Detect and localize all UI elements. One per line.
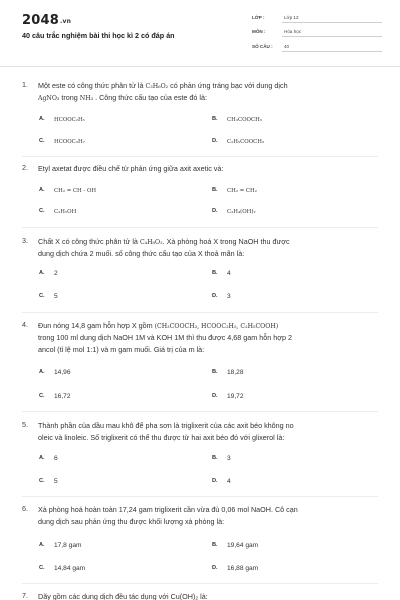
question-number: 2.	[22, 163, 28, 172]
question-number: 5.	[22, 420, 28, 429]
question-text-part: . Xà phòng hoá X trong NaOH thu được	[162, 237, 290, 246]
option-text: 14,84 gam	[54, 565, 86, 572]
option-letter: D.	[212, 138, 218, 144]
option-letter: A.	[39, 369, 45, 375]
question-divider	[22, 583, 378, 584]
formula: C₃H₆O₂	[145, 83, 169, 90]
option-letter: C.	[39, 138, 45, 144]
option-letter: A.	[39, 270, 45, 276]
logo-main-text: 2048	[22, 13, 59, 28]
question-text: ancol (tỉ lệ mol 1:1) và m gam muối. Giá trị của m là:	[38, 345, 205, 354]
formula: AgNO₃	[38, 95, 60, 102]
meta-underline	[282, 51, 382, 52]
question-text: Thành phần của dầu mau khô để pha sơn là triglixerit của các axit béo không no	[38, 421, 294, 430]
meta-subject-value: Hóa học	[284, 29, 302, 34]
question-text-part: trong	[61, 93, 78, 102]
option-letter: B.	[212, 542, 218, 548]
option-text: CH₂ = CH - OH	[54, 188, 97, 194]
document-title: 40 câu trắc nghiệm bài thi học kì 2 có đáp án	[22, 31, 175, 40]
logo-suffix: .vn	[59, 18, 72, 25]
question-text: oleic và linoleic. Số triglixerit có thể thu được từ hai axit béo đó với glixerol là:	[38, 433, 285, 442]
meta-count-value: 40	[284, 44, 290, 49]
option-letter: D.	[212, 393, 218, 399]
question-divider	[22, 156, 378, 157]
question-number: 4.	[22, 320, 28, 329]
formula: NH₃	[79, 95, 94, 102]
option-letter: C.	[39, 565, 45, 571]
question-text: Etyl axetat được điều chế từ phản ứng giữa axit axetic và:	[38, 164, 224, 173]
question-text-part: Chất X có công thức phân tử là	[38, 237, 138, 246]
option-text: C₂H₅OH	[54, 209, 77, 215]
option-text: 3	[227, 455, 231, 462]
option-text: 4	[227, 478, 231, 485]
question-number: 1.	[22, 80, 28, 89]
option-text: 3	[227, 293, 231, 300]
question-text: dung dịch sau phản ứng thu được khối lượng xà phòng là:	[38, 517, 225, 526]
option-letter: D.	[212, 208, 218, 214]
meta-class-key: LỚP :	[252, 15, 265, 20]
option-letter: D.	[212, 565, 218, 571]
question-divider	[22, 227, 378, 228]
option-text: 6	[54, 455, 58, 462]
option-letter: B.	[212, 455, 218, 461]
option-text: CH₂ = CH₂	[227, 188, 257, 194]
question-divider	[22, 312, 378, 313]
option-text: 16,88 gam	[227, 565, 259, 572]
option-text: 5	[54, 478, 58, 485]
meta-underline	[282, 36, 382, 37]
option-letter: C.	[39, 208, 45, 214]
question-divider	[22, 411, 378, 412]
option-letter: B.	[212, 116, 218, 122]
formula: (CH₃COOCH₃, HCOOC₂H₅, C₂H₅COOH)	[154, 323, 279, 330]
option-text: 19,64 gam	[227, 542, 259, 549]
question-text: dung dịch chứa 2 muối. số công thức cấu tạo của X thoả mãn là:	[38, 249, 245, 258]
meta-class-value: Lớp 12	[284, 15, 299, 20]
header-divider	[0, 66, 400, 67]
option-letter: A.	[39, 187, 45, 193]
option-letter: A.	[39, 116, 45, 122]
option-letter: D.	[212, 293, 218, 299]
site-logo[interactable]	[22, 13, 71, 28]
question-text	[38, 92, 374, 104]
question-number: 3.	[22, 236, 28, 245]
option-letter: B.	[212, 187, 218, 193]
question-text: Dãy gồm các dung dịch đều tác dụng với Cu(OH)₂ là:	[38, 592, 208, 600]
question-text-part: . Công thức cấu tạo của este đó là:	[95, 93, 207, 102]
meta-subject-key: MÔN :	[252, 29, 266, 34]
option-letter: A.	[39, 455, 45, 461]
option-letter: D.	[212, 478, 218, 484]
question-text: Xà phòng hoá hoàn toàn 17,24 gam triglixerit cần vừa đủ 0,06 mol NaOH. Cô cạn	[38, 505, 298, 514]
option-text: HCOOC₂H₅	[54, 117, 85, 123]
question-text: trong 100 ml dung dịch NaOH 1M và KOH 1M thì thu được 4,68 gam hỗn hợp 2	[38, 333, 292, 342]
document-header	[0, 0, 400, 66]
question-text-part: Đun nóng 14,8 gam hỗn hợp X gồm	[38, 321, 153, 330]
option-text: 19,72	[227, 393, 244, 400]
meta-underline	[282, 22, 382, 23]
question-text-part: Một este có công thức phân tử là	[38, 81, 144, 90]
option-text: 14,96	[54, 369, 71, 376]
option-text: 4	[227, 270, 231, 277]
option-text: CH₃COOCH₃	[227, 117, 262, 123]
question-text-part: có phản ứng tráng bạc với dung dịch	[170, 81, 288, 90]
option-letter: B.	[212, 270, 218, 276]
option-text: 18,28	[227, 369, 244, 376]
formula: C₄H₈O₂	[139, 239, 163, 246]
question-divider	[22, 496, 378, 497]
option-text: 2	[54, 270, 58, 277]
option-letter: B.	[212, 369, 218, 375]
option-letter: C.	[39, 478, 45, 484]
question-number: 7.	[22, 591, 28, 600]
option-text: 5	[54, 293, 58, 300]
option-text: C₂H₅COOCH₃	[227, 139, 265, 145]
option-letter: C.	[39, 293, 45, 299]
question-text	[38, 320, 374, 332]
option-text: 17,8 gam	[54, 542, 82, 549]
option-text: 16,72	[54, 393, 71, 400]
option-letter: C.	[39, 393, 45, 399]
question-text	[38, 80, 374, 92]
option-letter: A.	[39, 542, 45, 548]
meta-count-key: SỐ CÂU :	[252, 44, 273, 49]
option-text: HCOOC₃H₇	[54, 139, 85, 145]
question-number: 6.	[22, 504, 28, 513]
question-text	[38, 236, 374, 248]
option-text: C₂H₄(OH)₂	[227, 209, 256, 215]
